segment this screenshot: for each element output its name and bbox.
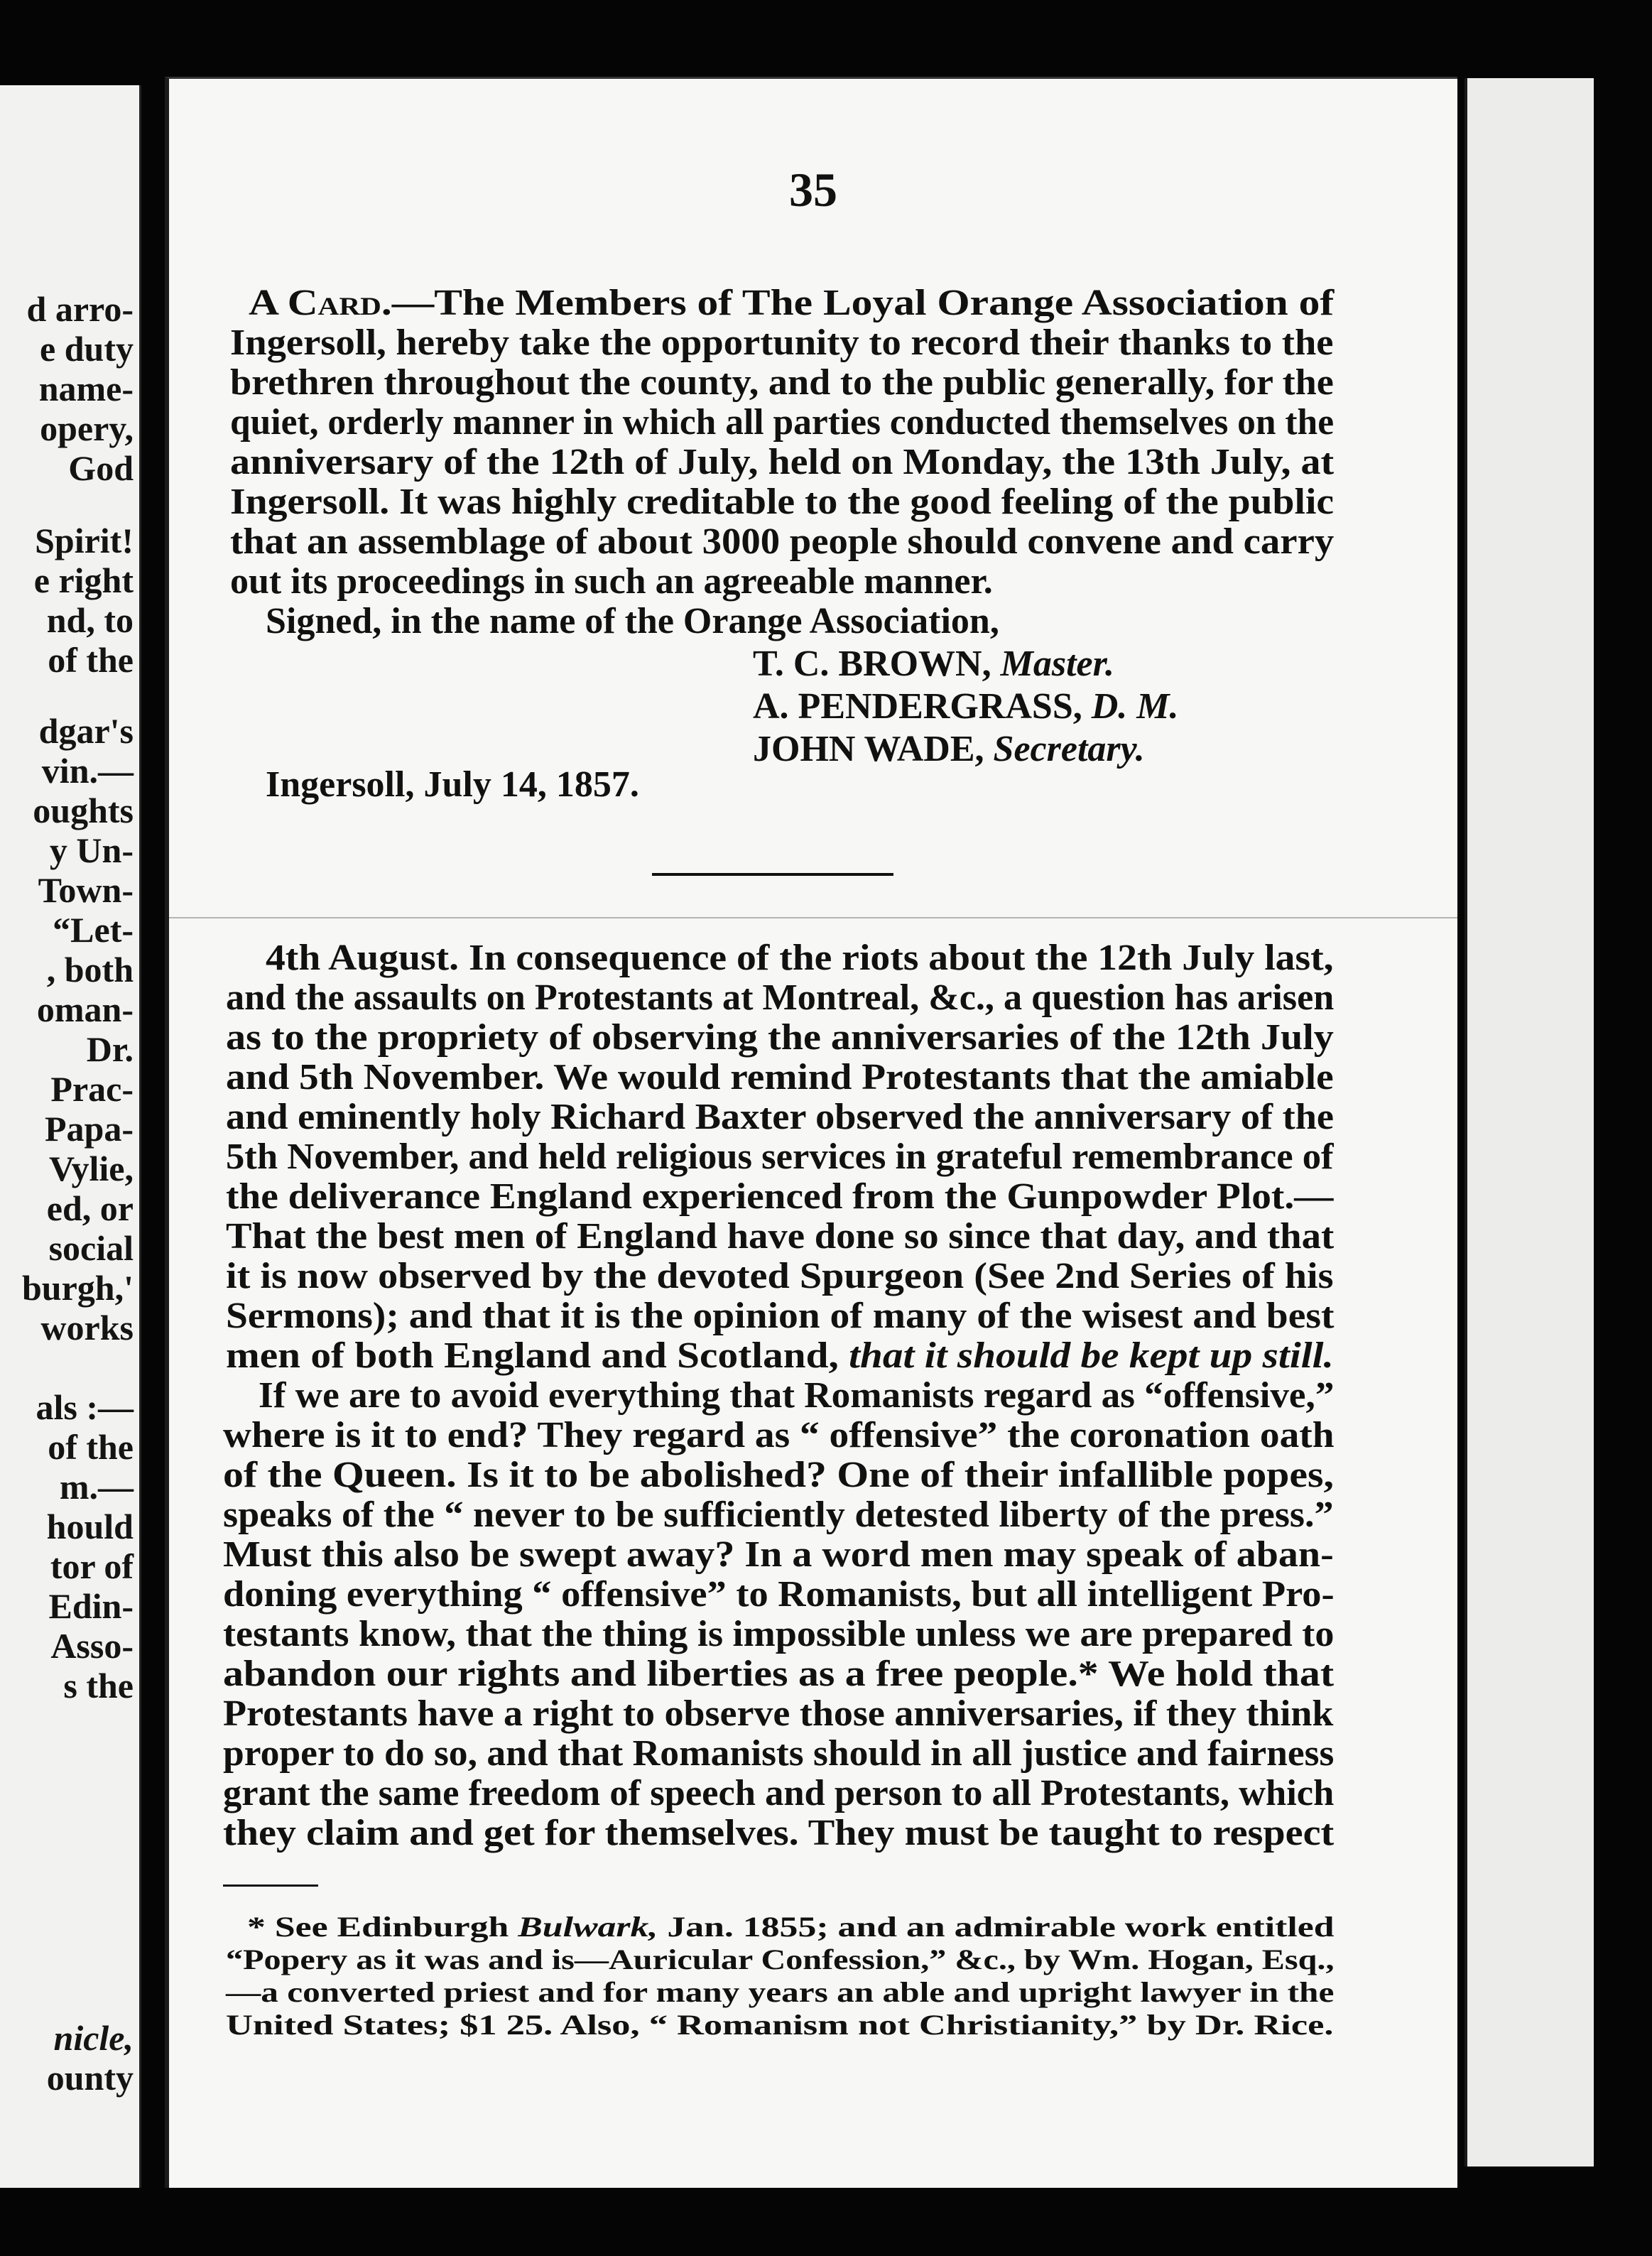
left-fragment: ounty: [46, 2058, 134, 2098]
left-fragment: Prac-: [50, 1069, 134, 1109]
left-fragment: works: [40, 1308, 134, 1347]
left-fragment: opery,: [40, 408, 134, 448]
signatory-2: [753, 688, 1179, 725]
article-line-10: Sermons); and that it is the opinion of many of the wisest and best: [226, 1296, 1335, 1336]
article-line-11-italic: that it should be kept up still.: [849, 1335, 1334, 1376]
main-page: [165, 77, 1457, 2188]
card-line-5: anniversary of the 12th of July, held on Monday, the 13th July, at: [230, 442, 1335, 482]
signatory-1: [753, 646, 1114, 683]
article-line-12: If we are to avoid everything that Romanists regard as “offensive,”: [259, 1375, 1335, 1416]
card-line-8: out its proceedings in such an agreeable manner.: [230, 561, 993, 602]
fold-line: [169, 917, 1457, 918]
left-fragment: m.—: [59, 1467, 134, 1507]
left-fragment: Town-: [38, 870, 134, 910]
footnote-line-1: [247, 1913, 1335, 1941]
article-line-14: of the Queen. Is it to be abolished? One of their infallible popes,: [223, 1455, 1334, 1495]
left-fragment: e right: [33, 560, 134, 600]
article-line-7: the deliverance England experienced from the Gunpowder Plot.—: [226, 1176, 1334, 1217]
article-line-1: 4th August. In consequence of the riots about the 12th July last,: [266, 938, 1334, 978]
left-fragment: s the: [63, 1666, 134, 1705]
article-line-16: Must this also be swept away? In a word men may speak of aban-: [223, 1534, 1334, 1575]
left-fragment: vin.—: [41, 751, 134, 791]
footnote-rule: [223, 1884, 318, 1887]
signatory-3-name: JOHN WADE,: [753, 729, 984, 769]
left-fragment: name-: [38, 369, 134, 408]
signatory-3: [753, 731, 1145, 768]
article-line-3: as to the propriety of observing the anniversaries of the 12th July: [226, 1017, 1334, 1058]
article-line-17: doning everything “ offensive” to Romanists, but all intelligent Pro-: [223, 1574, 1335, 1615]
left-fragment: tor of: [50, 1546, 134, 1586]
article-line-22: grant the same freedom of speech and person to all Protestants, which: [223, 1773, 1335, 1813]
left-fragment: als :—: [36, 1387, 134, 1427]
card-line-1: [249, 285, 1334, 322]
card-line-1-text: —The Members of The Loyal Orange Association of: [391, 283, 1335, 323]
left-fragment: “Let-: [53, 910, 134, 950]
article-line-11: [226, 1335, 1334, 1376]
left-fragment: Vylie,: [49, 1149, 134, 1188]
article-line-4: and 5th November. We would remind Protestants that the amiable: [226, 1057, 1334, 1097]
signatory-1-title: Master.: [1000, 644, 1114, 684]
right-facing-page: [1464, 78, 1594, 2166]
article-line-6: 5th November, and held religious services in grateful remembrance of: [226, 1137, 1334, 1177]
left-fragment: hould: [46, 1507, 134, 1546]
card-line-2: Ingersoll, hereby take the opportunity to record their thanks to the: [230, 322, 1334, 363]
signatory-2-name: A. PENDERGRASS,: [753, 686, 1082, 727]
card-line-9: Signed, in the name of the Orange Association,: [266, 601, 999, 641]
footnote-line-4: United States; $1 25. Also, “ Romanism not Christianity,” by Dr. Rice.: [226, 2009, 1334, 2041]
card-line-7: that an assemblage of about 3000 people should convene and carry: [230, 521, 1335, 562]
footnote-line-1-end: Jan. 1855; and an admirable work entitled: [667, 1911, 1335, 1943]
left-fragment: God: [68, 448, 134, 488]
left-fragment: y Un-: [49, 830, 134, 870]
article-line-23: they claim and get for themselves. They must be taught to respect: [223, 1813, 1335, 1853]
card-line-3: brethren throughout the county, and to the public generally, for the: [230, 362, 1334, 403]
page-number: 35: [789, 163, 837, 217]
signatory-1-name: T. C. BROWN,: [753, 644, 991, 684]
left-fragment: ed, or: [46, 1188, 134, 1228]
left-fragment: of the: [48, 640, 134, 680]
left-fragment: of the: [48, 1427, 134, 1467]
signatory-3-title: Secretary.: [993, 729, 1145, 769]
footnote-line-1-italic: Bulwark,: [518, 1911, 658, 1943]
article-line-5: and eminently holy Richard Baxter observed the anniversary of the: [226, 1097, 1335, 1137]
article-line-21: proper to do so, and that Romanists should in all justice and fairness: [223, 1733, 1335, 1774]
article-line-11-text: men of both England and Scotland,: [226, 1335, 839, 1376]
article-line-19: abandon our rights and liberties as a free people.* We hold that: [223, 1654, 1335, 1694]
left-fragment: social: [48, 1228, 134, 1268]
left-fragment: Papa-: [45, 1109, 134, 1149]
left-fragment: d arro-: [26, 289, 134, 329]
card-heading: A Card.: [249, 283, 392, 323]
left-fragment: oughts: [33, 791, 134, 830]
footnote-line-1-start: * See Edinburgh: [247, 1911, 509, 1943]
left-fragment: e duty: [40, 329, 134, 369]
left-fragment: Dr.: [86, 1029, 134, 1069]
left-fragment: dgar's: [38, 711, 134, 751]
signatory-2-title: D. M.: [1091, 686, 1179, 727]
article-line-18: testants know, that the thing is impossible unless we are prepared to: [223, 1614, 1335, 1654]
left-facing-page: [0, 85, 141, 2188]
article-line-8: That the best men of England have done so since that day, and that: [226, 1216, 1335, 1257]
left-fragment: nicle,: [53, 2018, 134, 2058]
left-fragment: , both: [46, 950, 134, 989]
left-fragment: Asso-: [50, 1626, 134, 1666]
left-fragment: nd, to: [46, 600, 134, 640]
left-fragment: Spirit!: [35, 521, 134, 560]
card-line-4: quiet, orderly manner in which all parties conducted themselves on the: [230, 402, 1335, 443]
left-fragment: burgh,': [21, 1268, 134, 1308]
left-fragment: oman-: [36, 989, 134, 1029]
article-line-2: and the assaults on Protestants at Montreal, &c., a question has arisen: [226, 977, 1335, 1018]
card-line-6: Ingersoll. It was highly creditable to the good feeling of the public: [230, 482, 1335, 522]
footnote-line-3: —a converted priest and for many years an able and upright lawyer in the: [226, 1976, 1335, 2008]
footnote-line-2: “Popery as it was and is—Auricular Confession,” &c., by Wm. Hogan, Esq.,: [226, 1943, 1335, 1975]
article-line-15: speaks of the “ never to be sufficiently detested liberty of the press.”: [223, 1495, 1334, 1535]
article-line-20: Protestants have a right to observe those anniversaries, if they think: [223, 1693, 1334, 1734]
card-place-date: Ingersoll, July 14, 1857.: [266, 764, 639, 805]
section-divider: [652, 873, 893, 876]
article-line-13: where is it to end? They regard as “ offensive” the coronation oath: [223, 1415, 1335, 1455]
left-fragment: Edin-: [48, 1586, 134, 1626]
article-line-9: it is now observed by the devoted Spurgeon (See 2nd Series of his: [226, 1256, 1334, 1296]
